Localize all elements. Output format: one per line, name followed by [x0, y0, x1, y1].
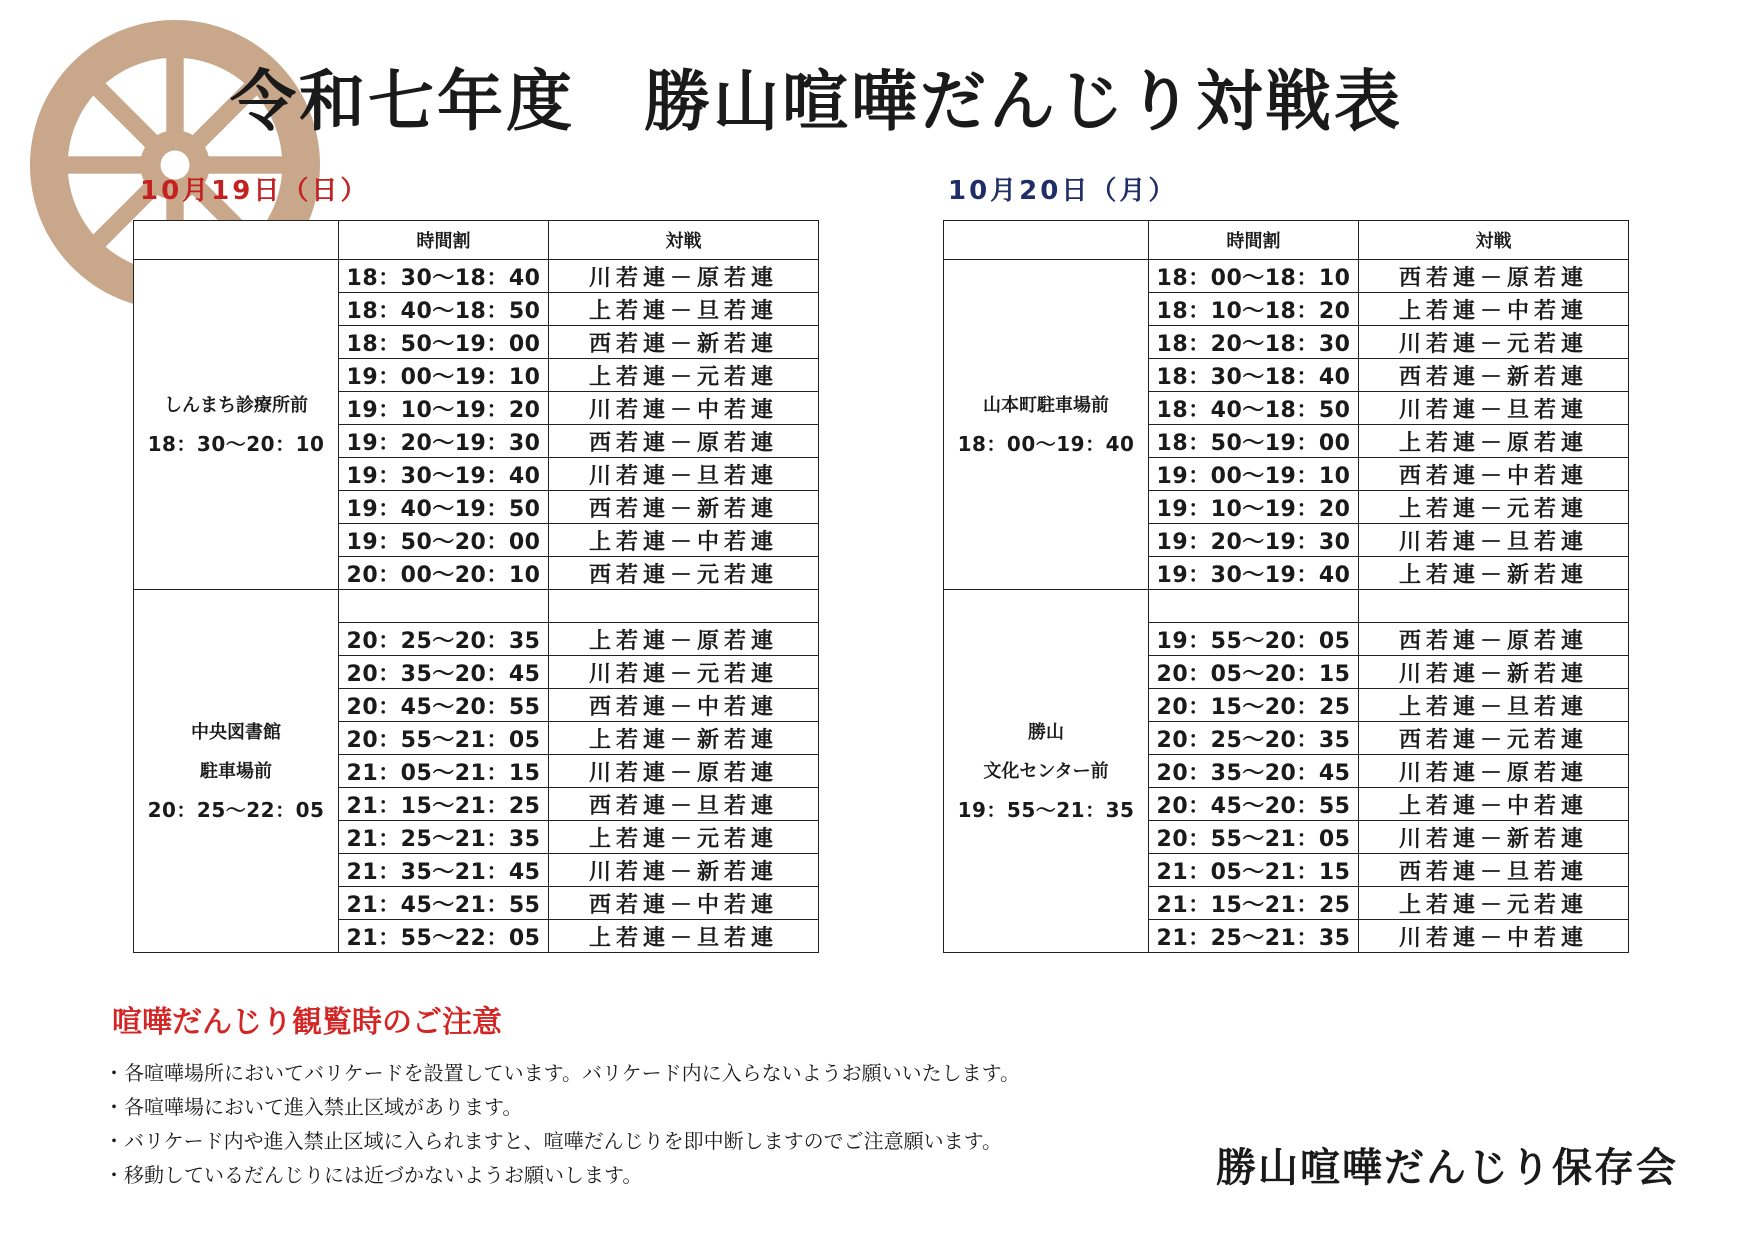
match-cell: 西若連－中若連	[549, 887, 819, 920]
match-cell: 上若連－元若連	[1359, 887, 1629, 920]
time-slot-cell: 18：40～18：50	[1149, 392, 1359, 425]
time-slot-cell: 18：30～18：40	[1149, 359, 1359, 392]
match-cell: 上若連－旦若連	[1359, 689, 1629, 722]
time-slot-cell: 20：55～21：05	[1149, 821, 1359, 854]
page-title: 令和七年度 勝山喧嘩だんじり対戦表	[230, 62, 1403, 140]
venue-name: 勝山	[1028, 721, 1064, 743]
time-column-header: 時間割	[339, 221, 549, 260]
time-slot-cell: 19：20～19：30	[1149, 524, 1359, 557]
venue-name: しんまち診療所前	[164, 394, 308, 416]
match-cell: 西若連－元若連	[549, 557, 819, 590]
match-cell: 上若連－旦若連	[549, 293, 819, 326]
time-slot-cell: 19：30～19：40	[339, 458, 549, 491]
time-slot-cell: 20：00～20：10	[339, 557, 549, 590]
venue-hours: 18：30～20：10	[147, 431, 325, 456]
time-slot-cell: 20：05～20：15	[1149, 656, 1359, 689]
match-cell: 上若連－原若連	[549, 623, 819, 656]
match-cell: 上若連－元若連	[549, 821, 819, 854]
table-header-row	[134, 221, 819, 260]
table-row	[944, 590, 1629, 623]
match-cell: 川若連－旦若連	[1359, 392, 1629, 425]
match-cell: 西若連－元若連	[1359, 722, 1629, 755]
venue-cell	[134, 260, 339, 590]
match-cell: 西若連－原若連	[1359, 623, 1629, 656]
time-slot-cell: 21：15～21：25	[1149, 887, 1359, 920]
time-slot-cell: 18：40～18：50	[339, 293, 549, 326]
table-row	[134, 590, 819, 623]
spacer-cell	[549, 590, 819, 623]
match-cell: 川若連－元若連	[549, 656, 819, 689]
venue-header-cell	[134, 221, 339, 260]
match-cell: 西若連－原若連	[1359, 260, 1629, 293]
match-cell: 川若連－元若連	[1359, 326, 1629, 359]
match-cell: 上若連－元若連	[549, 359, 819, 392]
time-slot-cell: 19：50～20：00	[339, 524, 549, 557]
venue-cell	[134, 590, 339, 953]
match-cell: 西若連－中若連	[1359, 458, 1629, 491]
notice-heading: 喧嘩だんじり観覧時のご注意	[112, 1005, 502, 1040]
match-cell: 上若連－新若連	[1359, 557, 1629, 590]
venue-name-line2: 文化センター前	[983, 760, 1109, 782]
notice-item: ・各喧嘩場において進入禁止区域があります。	[104, 1095, 523, 1119]
match-cell: 上若連－原若連	[1359, 425, 1629, 458]
time-slot-cell: 20：55～21：05	[339, 722, 549, 755]
match-cell: 川若連－新若連	[549, 854, 819, 887]
time-slot-cell: 21：15～21：25	[339, 788, 549, 821]
match-cell: 上若連－元若連	[1359, 491, 1629, 524]
match-cell: 上若連－中若連	[549, 524, 819, 557]
venue-hours: 19：55～21：35	[957, 797, 1135, 822]
time-slot-cell: 20：35～20：45	[339, 656, 549, 689]
table-header-row	[944, 221, 1629, 260]
time-slot-cell: 18：50～19：00	[1149, 425, 1359, 458]
match-column-header: 対戦	[1359, 221, 1629, 260]
match-cell: 西若連－新若連	[549, 326, 819, 359]
match-cell: 西若連－旦若連	[1359, 854, 1629, 887]
notice-item: ・各喧嘩場所においてバリケードを設置しています。バリケード内に入らないようお願いいたします。	[104, 1061, 1020, 1085]
time-slot-cell: 18：30～18：40	[339, 260, 549, 293]
time-column-header: 時間割	[1149, 221, 1359, 260]
time-slot-cell: 21：25～21：35	[339, 821, 549, 854]
match-cell: 上若連－中若連	[1359, 293, 1629, 326]
day2-date-label: 10月20日（月）	[948, 176, 1178, 206]
match-cell: 上若連－中若連	[1359, 788, 1629, 821]
match-column-header: 対戦	[549, 221, 819, 260]
time-slot-cell: 19：00～19：10	[1149, 458, 1359, 491]
spacer-cell	[1359, 590, 1629, 623]
venue-name-line2: 駐車場前	[200, 760, 272, 782]
time-slot-cell: 20：15～20：25	[1149, 689, 1359, 722]
time-slot-cell: 18：50～19：00	[339, 326, 549, 359]
venue-hours: 18：00～19：40	[957, 431, 1135, 456]
time-slot-cell: 21：25～21：35	[1149, 920, 1359, 953]
notice-item: ・移動しているだんじりには近づかないようお願いします。	[104, 1163, 643, 1187]
time-slot-cell: 20：25～20：35	[339, 623, 549, 656]
time-slot-cell: 19：20～19：30	[339, 425, 549, 458]
venue-name: 山本町駐車場前	[983, 394, 1109, 416]
time-slot-cell: 19：30～19：40	[1149, 557, 1359, 590]
match-cell: 川若連－原若連	[549, 260, 819, 293]
venue-name: 中央図書館	[191, 721, 281, 743]
venue-cell	[944, 260, 1149, 590]
spacer-cell	[1149, 590, 1359, 623]
venue-header-cell	[944, 221, 1149, 260]
match-cell: 西若連－中若連	[549, 689, 819, 722]
time-slot-cell: 19：55～20：05	[1149, 623, 1359, 656]
time-slot-cell: 20：45～20：55	[1149, 788, 1359, 821]
match-cell: 川若連－原若連	[1359, 755, 1629, 788]
time-slot-cell: 20：25～20：35	[1149, 722, 1359, 755]
table-row	[134, 260, 819, 293]
time-slot-cell: 19：00～19：10	[339, 359, 549, 392]
time-slot-cell: 21：45～21：55	[339, 887, 549, 920]
time-slot-cell: 18：20～18：30	[1149, 326, 1359, 359]
time-slot-cell: 19：10～19：20	[339, 392, 549, 425]
time-slot-cell: 21：05～21：15	[339, 755, 549, 788]
time-slot-cell: 19：10～19：20	[1149, 491, 1359, 524]
match-cell: 上若連－新若連	[549, 722, 819, 755]
venue-hours: 20：25～22：05	[147, 797, 325, 822]
time-slot-cell: 18：00～18：10	[1149, 260, 1359, 293]
time-slot-cell: 20：45～20：55	[339, 689, 549, 722]
match-cell: 西若連－原若連	[549, 425, 819, 458]
organizer-name: 勝山喧嘩だんじり保存会	[1216, 1144, 1678, 1191]
time-slot-cell: 21：55～22：05	[339, 920, 549, 953]
time-slot-cell: 21：05～21：15	[1149, 854, 1359, 887]
match-cell: 西若連－新若連	[549, 491, 819, 524]
table-row	[944, 260, 1629, 293]
time-slot-cell: 21：35～21：45	[339, 854, 549, 887]
notice-item: ・バリケード内や進入禁止区域に入られますと、喧嘩だんじりを即中断しますのでご注意願います。	[104, 1129, 1002, 1153]
match-cell: 川若連－新若連	[1359, 821, 1629, 854]
match-cell: 川若連－原若連	[549, 755, 819, 788]
match-cell: 川若連－旦若連	[1359, 524, 1629, 557]
day2-schedule-table	[943, 220, 1629, 953]
day1-schedule-table	[133, 220, 819, 953]
match-cell: 西若連－新若連	[1359, 359, 1629, 392]
match-cell: 川若連－中若連	[549, 392, 819, 425]
match-cell: 上若連－旦若連	[549, 920, 819, 953]
venue-cell	[944, 590, 1149, 953]
match-cell: 川若連－旦若連	[549, 458, 819, 491]
time-slot-cell: 20：35～20：45	[1149, 755, 1359, 788]
match-cell: 西若連－旦若連	[549, 788, 819, 821]
match-cell: 川若連－中若連	[1359, 920, 1629, 953]
time-slot-cell: 18：10～18：20	[1149, 293, 1359, 326]
match-cell: 川若連－新若連	[1359, 656, 1629, 689]
notice-list	[104, 1056, 1020, 1192]
day1-date-label: 10月19日（日）	[140, 176, 370, 206]
spacer-cell	[339, 590, 549, 623]
time-slot-cell: 19：40～19：50	[339, 491, 549, 524]
